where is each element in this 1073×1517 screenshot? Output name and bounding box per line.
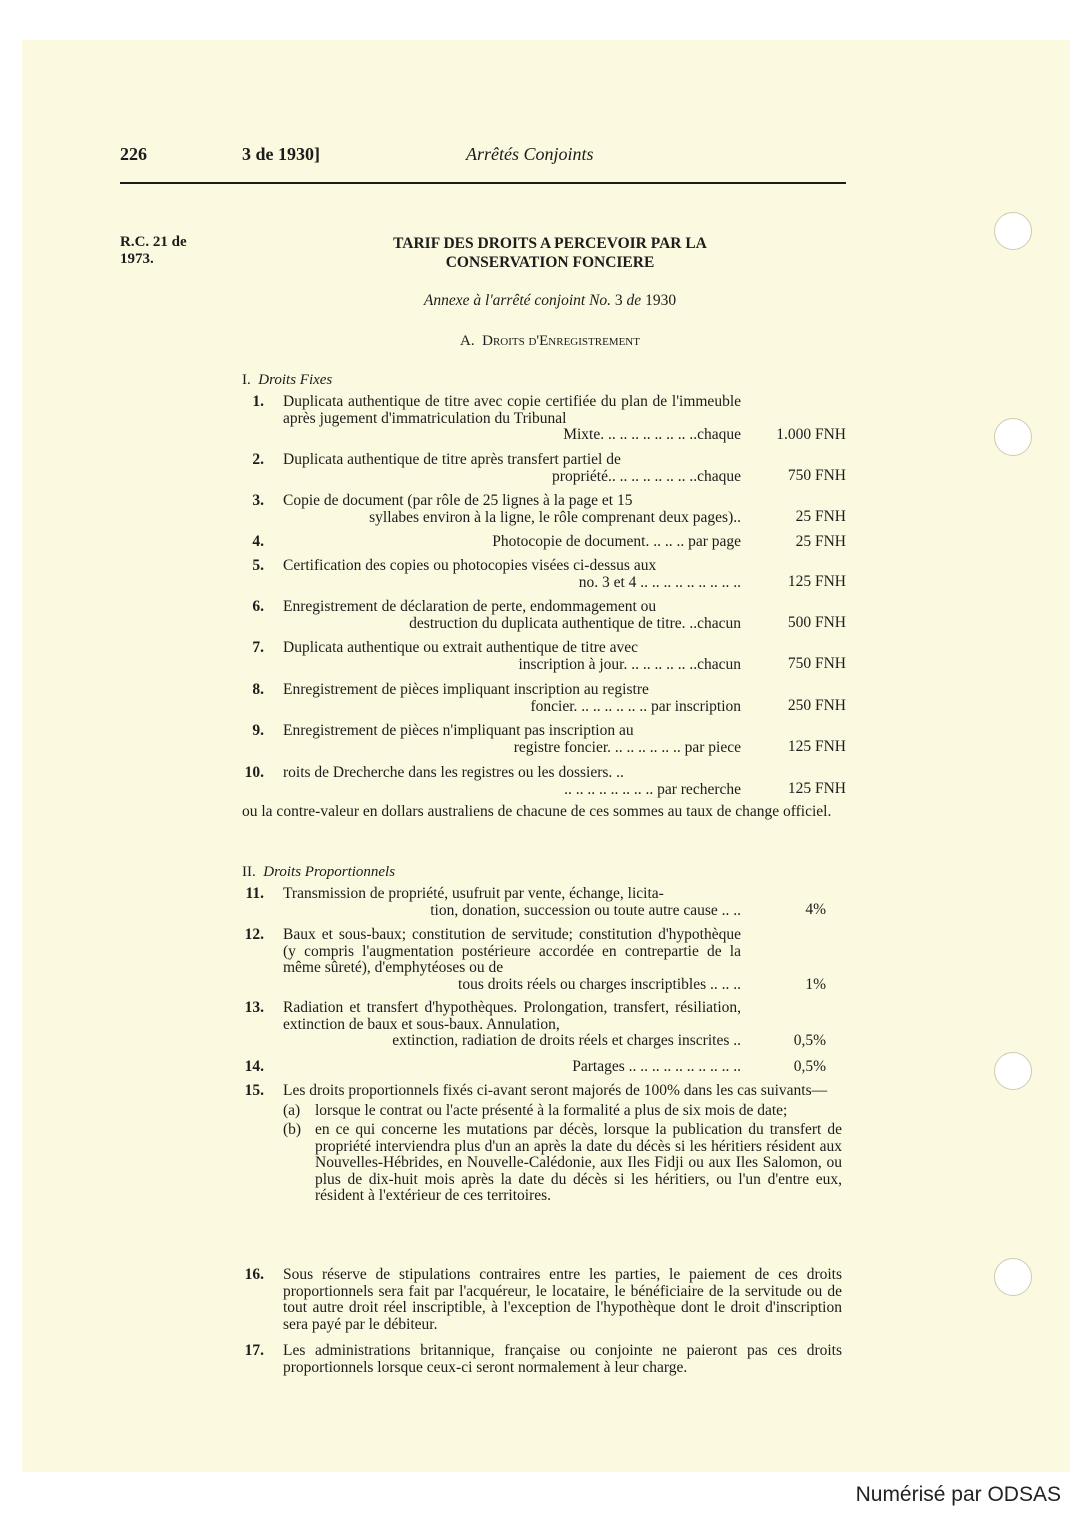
item-text-body: Transmission de propriété, usufruit par vente, échange, licita- [283, 885, 664, 902]
section-a-heading [290, 333, 810, 350]
item-text-last: tion, donation, succession ou toute autre cause .. .. [430, 901, 741, 919]
item-text [283, 599, 741, 632]
part2-num: II. [242, 864, 256, 880]
fixed-item-7 [242, 640, 846, 675]
item-text-last: no. 3 et 4 .. .. .. .. .. .. .. .. .. [578, 573, 741, 591]
item-text-body: Enregistrement de pièces impliquant inscription au registre [283, 681, 649, 698]
item-text-body: Radiation et transfert d'hypothèques. Prolongation, transfert, résiliation, extinction de baux et sous-baux. Annulation, [283, 999, 741, 1033]
part1-title: Droits Fixes [258, 372, 333, 388]
item-amount: 25 FNH [795, 508, 846, 525]
item-text-last: Mixte. .. .. .. .. .. .. .. ..chaque [563, 426, 741, 443]
margin-note-line2: 1973. [120, 251, 154, 267]
title-line1: TARIF DES DROITS A PERCEVOIR PAR LA [393, 235, 707, 252]
item-text-last: Partages .. .. .. .. .. .. .. .. .. .. [572, 1058, 741, 1075]
item-text-body: Copie de document (par rôle de 25 lignes à la page et 15 [283, 492, 633, 509]
item-text [283, 682, 741, 715]
item-text [283, 534, 741, 551]
item-amount: 125 FNH [787, 738, 846, 755]
item-number: 9. [252, 722, 264, 739]
item-amount: 1% [805, 976, 826, 993]
item-number: 1. [252, 393, 264, 410]
fixed-item-9 [242, 723, 846, 758]
margin-note [120, 234, 220, 268]
item-text-last: .. .. .. .. .. .. .. .. par recherche [564, 780, 741, 798]
item-text-last: Photocopie de document. .. .. .. par page [492, 533, 741, 550]
item-text-last: tous droits réels ou charges inscriptibles .. .. .. [458, 975, 741, 993]
fixed-item-1 [242, 394, 846, 446]
item-text [283, 558, 741, 591]
item-text-last: foncier. .. .. .. .. .. .. par inscription [530, 697, 741, 715]
margin-note-line1: R.C. 21 de [120, 234, 187, 250]
subitem-label: (b) [283, 1121, 302, 1138]
fixed-item-3 [242, 493, 846, 528]
item-number: 3. [252, 492, 264, 509]
section-a-letter: A. [460, 333, 475, 349]
prop-item-11 [242, 886, 846, 921]
item-amount: 250 FNH [787, 697, 846, 714]
page-number: 226 [120, 144, 147, 164]
item-text [283, 1083, 842, 1205]
item-text [283, 394, 741, 444]
item-number: 11. [245, 885, 264, 902]
item-text: Les administrations britannique, française ou conjointe ne paieront pas ces droits proportionnels lorsque ceux-ci seront normalement à leur charge. [283, 1342, 842, 1376]
item-amount: 1.000 FNH [776, 426, 846, 443]
prop-item-12 [242, 927, 846, 995]
item-number: 17. [244, 1342, 264, 1359]
item-text-body: roits de Drecherche dans les registres ou les dossiers. .. [283, 764, 624, 781]
annex-text-italic: Annexe à l'arrêté conjoint No. [423, 292, 612, 309]
item-text-last: extinction, radiation de droits réels et charges inscrites .. [392, 1032, 741, 1049]
section-a-title: Droits d'Enregistrement [482, 333, 640, 349]
fixed-item-4 [242, 534, 846, 552]
item-text-body: Enregistrement de déclaration de perte, endommagement ou [283, 598, 657, 615]
subitem-b [283, 1122, 842, 1205]
fixed-item-6 [242, 599, 846, 634]
subitem-label: (a) [283, 1101, 301, 1119]
subitem-a [283, 1103, 842, 1120]
item-text [283, 723, 741, 756]
item-text-last: syllabes environ à la ligne, le rôle comprenant deux pages).. [369, 508, 741, 526]
item-text-body: Duplicata authentique ou extrait authentique de titre avec [283, 639, 639, 656]
item-amount: 125 FNH [787, 780, 846, 797]
fixed-item-5 [242, 558, 846, 593]
item-text-body: Les droits proportionnels fixés ci-avant seront majorés de 100% dans les cas suivants— [283, 1082, 828, 1099]
item-text-last: inscription à jour. .. .. .. .. .. ..chacun [518, 655, 741, 673]
item-number: 13. [244, 999, 264, 1016]
item-text [283, 886, 741, 919]
item-number: 15. [244, 1082, 264, 1099]
item-number: 16. [244, 1266, 264, 1283]
fixed-item-10 [242, 765, 846, 800]
punch-hole-3 [994, 1052, 1032, 1090]
item-text-body: Certification des copies ou photocopies visées ci-dessus aux [283, 557, 657, 574]
item-amount: 750 FNH [787, 655, 846, 672]
item-number: 8. [252, 681, 264, 698]
running-title: Arrêtés Conjoints [466, 144, 594, 164]
item-text-body: Baux et sous-baux; constitution de servitude; constitution d'hypothèque (y compris l'augmentation postérieure accordée en contrepartie de la même sûreté), d'emphytéoses ou de [283, 926, 741, 976]
prop-item-17 [242, 1343, 846, 1379]
item-amount: 4% [805, 901, 826, 918]
item-text-last: destruction du duplicata authentique de titre. ..chacun [409, 614, 741, 632]
prop-item-15 [242, 1083, 846, 1273]
prop-item-16 [242, 1267, 846, 1337]
item-text [283, 1059, 741, 1076]
item-number: 10. [244, 764, 264, 781]
item-text [283, 1000, 741, 1050]
item-number: 7. [252, 639, 264, 656]
item-number: 4. [252, 533, 264, 550]
item-text-last: propriété.. .. .. .. .. .. .. ..chaque [552, 467, 741, 485]
fixed-item-8 [242, 682, 846, 717]
subitem-text: en ce qui concerne les mutations par décès, lorsque la publication du transfert de propriété interviendra plus d'un an après la date du décès si les héritiers résident aux Nouvelles-Hébrides, en Nouvelle-Calédonie, aux Iles Fidji ou aux Iles Salomon, ou plus de dix-huit mois après la date du décès si les héritiers, ou l'un d'entre eux, résident à l'extérieur de ces territoires. [315, 1121, 842, 1204]
digitization-credit: Numérisé par ODSAS [855, 1483, 1061, 1506]
fixed-item-2 [242, 452, 846, 487]
punch-hole-1 [994, 212, 1032, 250]
part1-num: I. [242, 372, 251, 388]
subitem-text: lorsque le contrat ou l'acte présenté à la formalité a plus de six mois de date; [315, 1101, 788, 1119]
item-amount: 0,5% [793, 1032, 826, 1049]
item-number: 14. [244, 1058, 264, 1075]
item-text-body: Enregistrement de pièces n'impliquant pas inscription au [283, 722, 634, 739]
item-number: 5. [252, 557, 264, 574]
item-number: 12. [244, 926, 264, 943]
part1-heading [242, 372, 332, 389]
item-text [283, 493, 741, 526]
item-amount: 750 FNH [787, 467, 846, 484]
header-rule [120, 182, 846, 184]
title-line2: CONSERVATION FONCIERE [445, 254, 655, 271]
punch-hole-2 [994, 418, 1032, 456]
annex-text-plain: 3 [611, 292, 627, 309]
item-number: 2. [252, 451, 264, 468]
item-text [283, 927, 741, 993]
item-amount: 500 FNH [787, 614, 846, 631]
prop-item-13 [242, 1000, 846, 1052]
item-text-body: Duplicata authentique de titre après transfert partiel de [283, 451, 621, 468]
item-number: 6. [252, 598, 264, 615]
punch-hole-4 [994, 1258, 1032, 1296]
item-text [283, 640, 741, 673]
item-amount: 25 FNH [795, 533, 846, 550]
annex-text-italic2: de [626, 292, 642, 309]
annex-year: 1930 [641, 292, 677, 309]
item-amount: 0,5% [793, 1058, 826, 1075]
part2-heading [242, 864, 395, 881]
part2-title: Droits Proportionnels [263, 864, 396, 880]
item-text-body: Duplicata authentique de titre avec copie certifiée du plan de l'immeuble après jugement d'immatriculation du Tribunal [283, 393, 741, 427]
item-text-last: registre foncier. .. .. .. .. .. .. par piece [513, 738, 741, 756]
exchange-note: ou la contre-valeur en dollars australiens de chacune de ces sommes au taux de change officiel. [242, 803, 832, 820]
item-amount: 125 FNH [787, 573, 846, 590]
annex-line [290, 292, 810, 310]
item-text: Sous réserve de stipulations contraires entre les parties, le paiement de ces droits proportionnels sera fait par l'acquéreur, le locataire, le bénéficiaire de la servitude ou de tout autre droit réel inscriptible, à l'exception de l'hypothèque dont le droit d'inscription sera payé par le débiteur. [283, 1266, 842, 1333]
item-text [283, 765, 741, 798]
prop-item-14 [242, 1059, 846, 1077]
item-text [283, 452, 741, 485]
document-title [290, 234, 810, 272]
header-reference: 3 de 1930] [242, 144, 320, 164]
